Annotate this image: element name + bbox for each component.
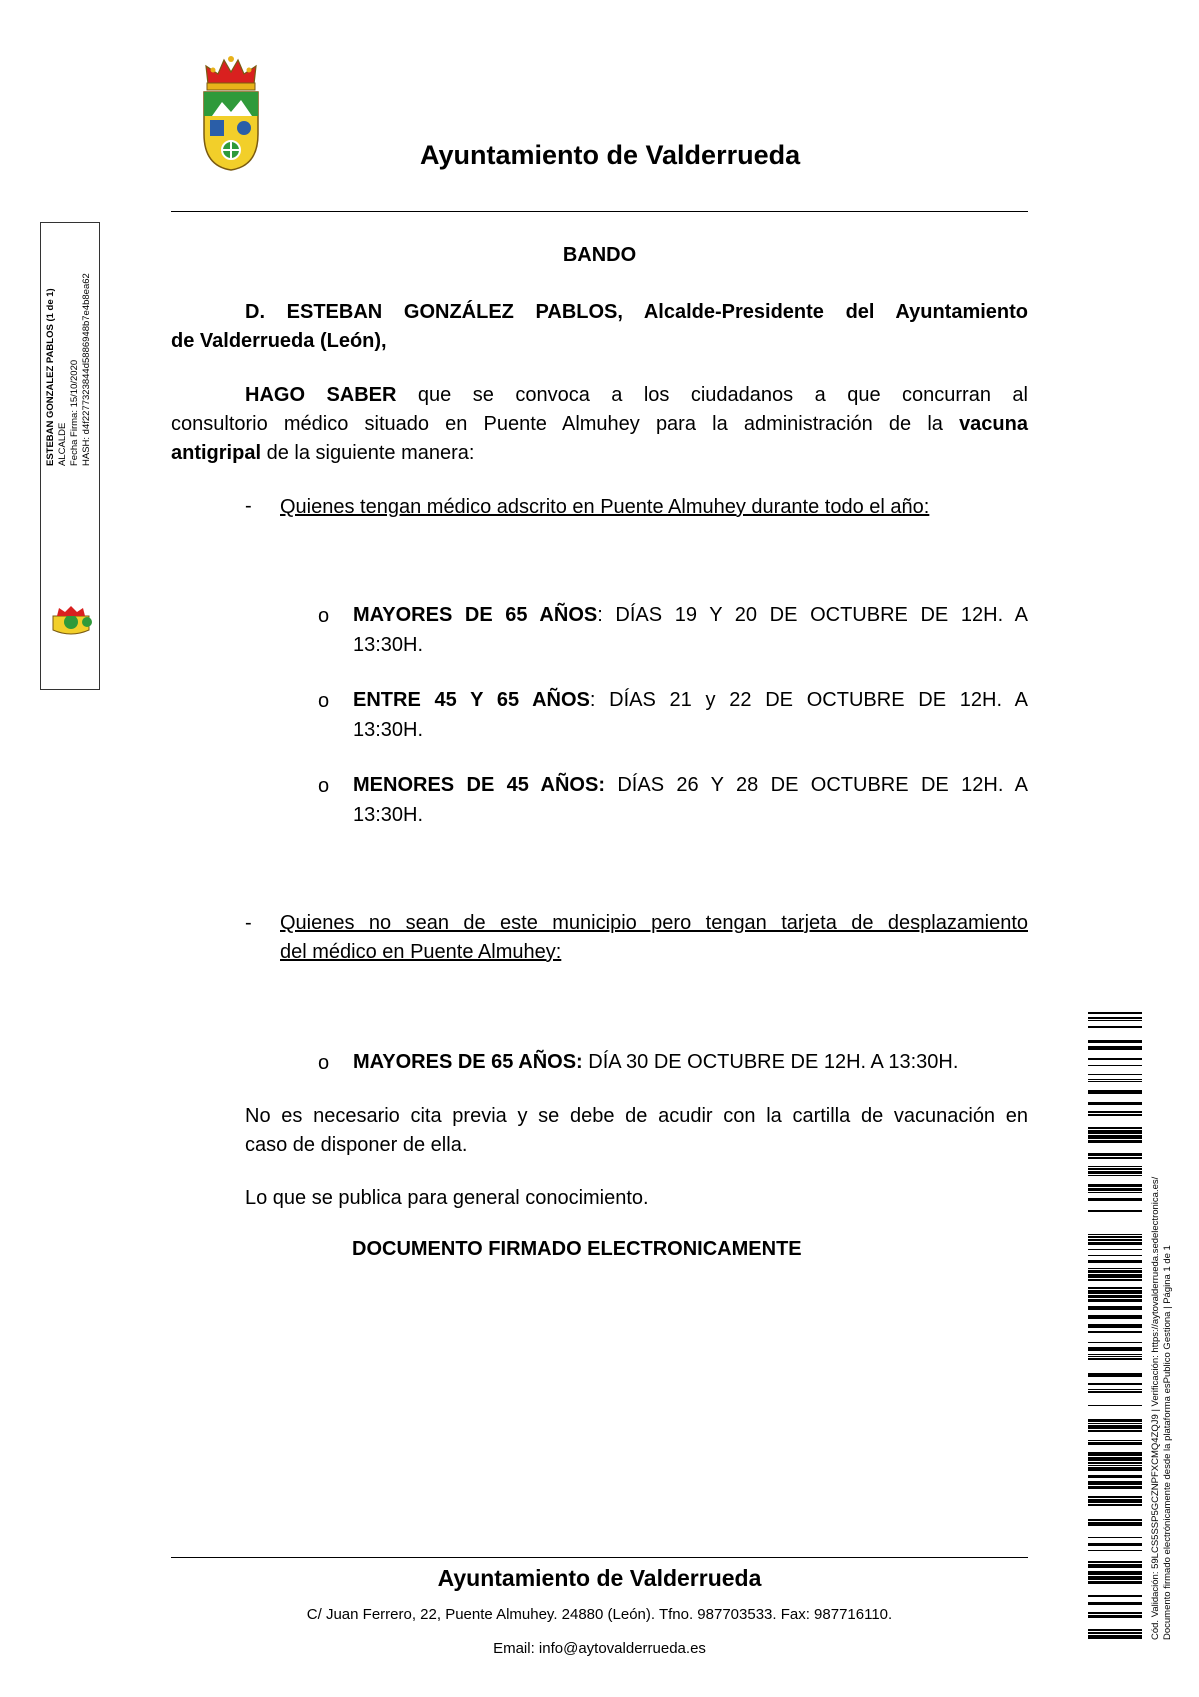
section1-item2-time: 13:30H. — [353, 719, 424, 741]
section1-item2-label: ENTRE 45 Y 65 AÑOS — [353, 689, 590, 711]
header-org-name: Ayuntamiento de Valderrueda — [420, 140, 801, 170]
notice-line-3-rest: de la siguiente manera: — [261, 442, 475, 464]
signer-name: ESTEBAN GONZALEZ PABLOS (1 de 1) — [45, 288, 56, 466]
footer-divider — [171, 1557, 1028, 1558]
section1-item1 — [353, 601, 1028, 630]
notice-line-1 — [245, 381, 1028, 410]
intro-line-1: D. ESTEBAN GONZÁLEZ PABLOS, Alcalde-Presidente del Ayuntamiento — [245, 301, 1028, 323]
section1-item2-sep: : — [589, 689, 596, 711]
footer-email-label: Email: — [493, 1640, 535, 1657]
intro-line-2: de Valderrueda (León), — [171, 330, 387, 352]
section1-dash: - — [245, 495, 252, 517]
validation-barcode — [1088, 1012, 1142, 1640]
section2-heading-line1: Quienes no sean de este municipio pero tengan tarjeta de desplazamiento — [280, 912, 1028, 934]
section2-heading-line2: del médico en Puente Almuhey: — [280, 941, 562, 963]
notice-line-3 — [171, 439, 474, 468]
section1-item2-bullet: o — [318, 690, 330, 712]
notice-vaccine-word: vacuna — [959, 413, 1028, 435]
section1-item1-bullet: o — [318, 605, 330, 627]
header-divider — [171, 211, 1028, 212]
note-line-2: caso de disponer de ella. — [245, 1134, 468, 1156]
validation-platform-line: Documento firmado electrónicamente desde la plataforma esPublico Gestiona | Página 1 de 1 — [1162, 1245, 1173, 1640]
section1-item2-text: DÍAS 21 y 22 DE OCTUBRE DE 12H. A — [595, 689, 1028, 711]
section1-item3 — [353, 771, 1028, 800]
section2-item1 — [353, 1048, 958, 1077]
notice-antigripal-word: antigripal — [171, 442, 262, 464]
municipal-crest-logo — [198, 54, 264, 172]
section1-item1-time: 13:30H. — [353, 634, 424, 656]
section2-dash: - — [245, 912, 252, 934]
signature-stamp — [40, 222, 100, 690]
section1-item1-text: DÍAS 19 Y 20 DE OCTUBRE DE 12H. A — [602, 604, 1028, 626]
publish-line: Lo que se publica para general conocimiento. — [245, 1187, 649, 1209]
signature-stamp-text — [45, 216, 93, 466]
notice-line-2-text: consultorio médico situado en Puente Almuhey para la administración de la — [171, 413, 960, 435]
stamp-crest-icon — [49, 606, 93, 636]
footer-email — [0, 1640, 1199, 1657]
footer-address: C/ Juan Ferrero, 22, Puente Almuhey. 24880 (León). Tfno. 987703533. Fax: 987716110. — [306, 1606, 893, 1623]
note-line-1: No es necesario cita previa y se debe de acudir con la cartilla de vacunación en — [245, 1105, 1028, 1127]
section2-item1-bullet: o — [318, 1052, 330, 1074]
section2-item1-text: DÍA 30 DE OCTUBRE DE 12H. A 13:30H. — [582, 1051, 959, 1073]
notice-line-1-rest: que se convoca a los ciudadanos a que concurran al — [396, 384, 1028, 406]
section1-item3-text: DÍAS 26 Y 28 DE OCTUBRE DE 12H. A — [604, 774, 1028, 796]
signature-date: Fecha Firma: 15/10/2020 — [69, 359, 80, 466]
validation-code-line: Cód. Validación: 59LCS5SSP5GCZNPFXCMQ4ZQJ9 | Verificación: https://aytovalderrueda.sedelectronica.es/ — [1150, 1176, 1161, 1640]
footer-email-address[interactable]: info@aytovalderrueda.es — [538, 1640, 706, 1657]
footer-org-name: Ayuntamiento de Valderrueda — [437, 1565, 762, 1591]
notice-lead: HAGO SABER — [245, 384, 397, 406]
section1-item3-bullet: o — [318, 775, 330, 797]
section1-item2 — [353, 686, 1028, 715]
section1-item1-label: MAYORES DE 65 AÑOS — [353, 604, 598, 626]
notice-line-2 — [171, 410, 1028, 439]
section1-item3-label: MENORES DE 45 AÑOS: — [353, 774, 605, 796]
section1-item1-sep: : — [597, 604, 603, 626]
section1-heading: Quienes tengan médico adscrito en Puente Almuhey durante todo el año: — [280, 496, 930, 518]
section2-item1-label: MAYORES DE 65 AÑOS: — [353, 1051, 583, 1073]
document-title: BANDO — [562, 244, 637, 266]
section1-item3-time: 13:30H. — [353, 804, 424, 826]
signer-role: ALCALDE — [57, 422, 68, 466]
signature-hash: HASH: d4f2277323844d5886948b7e4b8ea62 — [81, 273, 92, 466]
signed-electronically: DOCUMENTO FIRMADO ELECTRONICAMENTE — [352, 1238, 802, 1260]
